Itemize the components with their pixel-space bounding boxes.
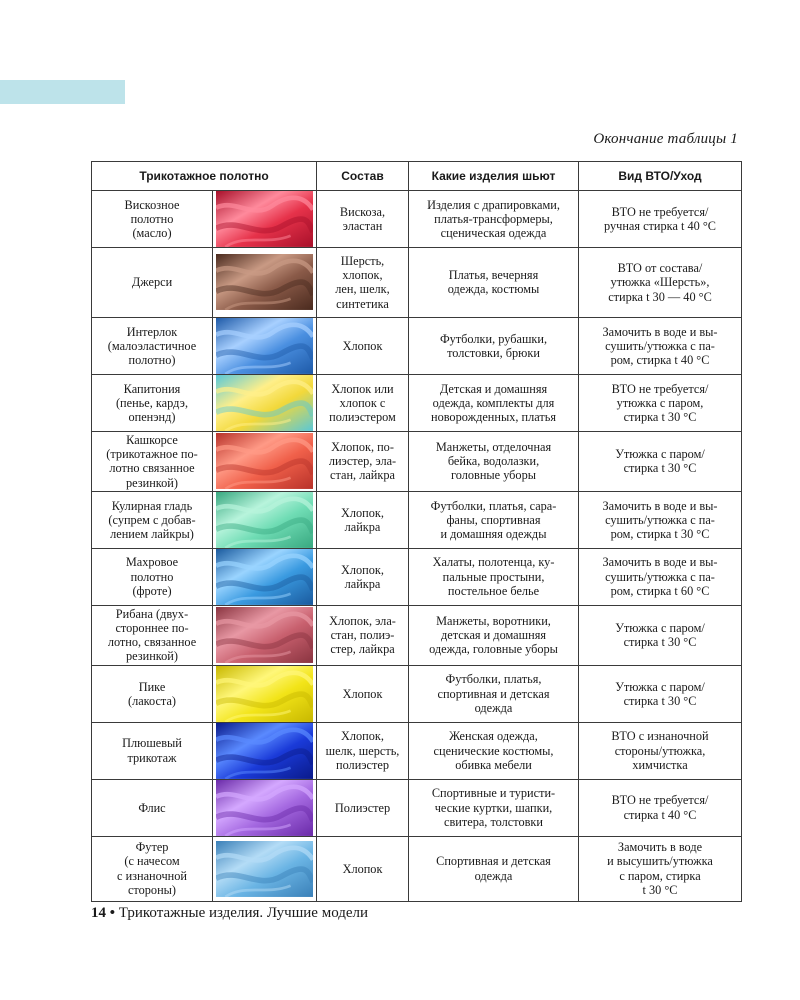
care-cell: Утюжка с паром/ стирка t 30 °С <box>579 665 742 722</box>
table-row <box>92 191 742 248</box>
fabric-swatch-image <box>213 374 317 431</box>
fabric-name: Капитония (пенье, кардэ, опенэнд) <box>92 374 213 431</box>
products-cell: Футболки, платья, спортивная и детская одежда <box>409 665 579 722</box>
fabric-name: Интерлок (малоэластичное полотно) <box>92 317 213 374</box>
accent-bar <box>0 80 125 104</box>
composition-cell: Полиэстер <box>317 779 409 836</box>
products-cell: Халаты, полотенца, ку- пальные простыни, постельное белье <box>409 548 579 605</box>
care-cell: ВТО не требуется/ стирка t 40 °С <box>579 779 742 836</box>
fabric-swatch <box>216 191 313 247</box>
products-cell: Женская одежда, сценические костюмы, обивка мебели <box>409 722 579 779</box>
care-cell: Замочить в воде и вы- сушить/утюжка с па- ром, стирка t 40 °С <box>579 317 742 374</box>
products-cell: Изделия с драпировками, платья-трансформеры, сценическая одежда <box>409 191 579 248</box>
fabric-swatch-image <box>213 491 317 548</box>
fabric-swatch <box>216 254 313 310</box>
fabric-swatch-image <box>213 317 317 374</box>
composition-cell: Хлопок, по- лиэстер, эла- стан, лайкра <box>317 431 409 491</box>
care-cell: Замочить в воде и вы- сушить/утюжка с па- ром, стирка t 30 °С <box>579 491 742 548</box>
fabric-name: Махровое полотно (фроте) <box>92 548 213 605</box>
header-products: Какие изделия шьют <box>409 162 579 191</box>
header-composition: Состав <box>317 162 409 191</box>
care-cell: ВТО не требуется/ утюжка с паром, стирка t 30 °С <box>579 374 742 431</box>
footer-bullet: • <box>109 905 116 921</box>
fabric-name: Кулирная гладь (супрем с добав- лением лайкры) <box>92 491 213 548</box>
fabric-swatch-image <box>213 836 317 901</box>
fabric-swatch-image <box>213 605 317 665</box>
table-row <box>92 548 742 605</box>
composition-cell: Хлопок, шелк, шерсть, полиэстер <box>317 722 409 779</box>
products-cell: Платья, вечерняя одежда, костюмы <box>409 247 579 317</box>
fabric-swatch-image <box>213 247 317 317</box>
care-cell: ВТО от состава/ утюжка «Шерсть», стирка t 30 — 40 °С <box>579 247 742 317</box>
table-caption: Окончание таблицы 1 <box>593 131 738 147</box>
fabric-name: Джерси <box>92 247 213 317</box>
products-cell: Спортивные и туристи- ческие куртки, шапки, свитера, толстовки <box>409 779 579 836</box>
fabric-swatch <box>216 433 313 489</box>
fabric-swatch-image <box>213 722 317 779</box>
page-footer <box>91 905 368 922</box>
table-row <box>92 247 742 317</box>
table-header-row <box>92 162 742 191</box>
composition-cell: Хлопок <box>317 836 409 901</box>
fabric-swatch <box>216 723 313 779</box>
fabric-table <box>91 161 742 902</box>
care-cell: ВТО не требуется/ ручная стирка t 40 °С <box>579 191 742 248</box>
fabric-name: Плюшевый трикотаж <box>92 722 213 779</box>
fabric-name: Футер (с начесом с изнаночной стороны) <box>92 836 213 901</box>
products-cell: Манжеты, отделочная бейка, водолазки, головные уборы <box>409 431 579 491</box>
fabric-name: Рибана (двух- стороннее по- лотно, связанное резинкой) <box>92 605 213 665</box>
table-row <box>92 491 742 548</box>
table-row <box>92 605 742 665</box>
composition-cell: Шерсть, хлопок, лен, шелк, синтетика <box>317 247 409 317</box>
fabric-swatch <box>216 375 313 431</box>
fabric-swatch <box>216 318 313 374</box>
products-cell: Детская и домашняя одежда, комплекты для новорожденных, платья <box>409 374 579 431</box>
fabric-swatch-image <box>213 191 317 248</box>
table-row <box>92 665 742 722</box>
table-row <box>92 431 742 491</box>
fabric-swatch <box>216 607 313 663</box>
table-row <box>92 779 742 836</box>
fabric-name: Флис <box>92 779 213 836</box>
fabric-swatch <box>216 549 313 605</box>
header-fabric: Трикотажное полотно <box>92 162 317 191</box>
care-cell: Утюжка с паром/ стирка t 30 °С <box>579 431 742 491</box>
fabric-swatch <box>216 666 313 722</box>
composition-cell: Хлопок <box>317 665 409 722</box>
composition-cell: Хлопок <box>317 317 409 374</box>
care-cell: Замочить в воде и вы- сушить/утюжка с па- ром, стирка t 60 °С <box>579 548 742 605</box>
products-cell: Манжеты, воротники, детская и домашняя одежда, головные уборы <box>409 605 579 665</box>
fabric-swatch <box>216 841 313 897</box>
table-row <box>92 317 742 374</box>
table-row <box>92 722 742 779</box>
composition-cell: Хлопок, лайкра <box>317 491 409 548</box>
table-row <box>92 374 742 431</box>
fabric-swatch-image <box>213 665 317 722</box>
fabric-name: Кашкорсе (трикотажное по- лотно связанное резинкой) <box>92 431 213 491</box>
fabric-swatch-image <box>213 779 317 836</box>
table-row <box>92 836 742 901</box>
fabric-name: Пике (лакоста) <box>92 665 213 722</box>
header-care: Вид ВТО/Уход <box>579 162 742 191</box>
care-cell: Утюжка с паром/ стирка t 30 °С <box>579 605 742 665</box>
products-cell: Спортивная и детская одежда <box>409 836 579 901</box>
care-cell: Замочить в воде и высушить/утюжка с паром, стирка t 30 °С <box>579 836 742 901</box>
products-cell: Футболки, платья, сара- фаны, спортивная и домашняя одежды <box>409 491 579 548</box>
book-title: Трикотажные изделия. Лучшие модели <box>118 905 369 921</box>
fabric-swatch-image <box>213 548 317 605</box>
page-number: 14 <box>91 905 106 921</box>
fabric-swatch <box>216 492 313 548</box>
fabric-name: Вискозное полотно (масло) <box>92 191 213 248</box>
composition-cell: Хлопок, эла- стан, полиэ- стер, лайкра <box>317 605 409 665</box>
products-cell: Футболки, рубашки, толстовки, брюки <box>409 317 579 374</box>
care-cell: ВТО с изнаночной стороны/утюжка, химчистка <box>579 722 742 779</box>
composition-cell: Хлопок, лайкра <box>317 548 409 605</box>
fabric-swatch-image <box>213 431 317 491</box>
fabric-swatch <box>216 780 313 836</box>
composition-cell: Хлопок или хлопок с полиэстером <box>317 374 409 431</box>
composition-cell: Вискоза, эластан <box>317 191 409 248</box>
